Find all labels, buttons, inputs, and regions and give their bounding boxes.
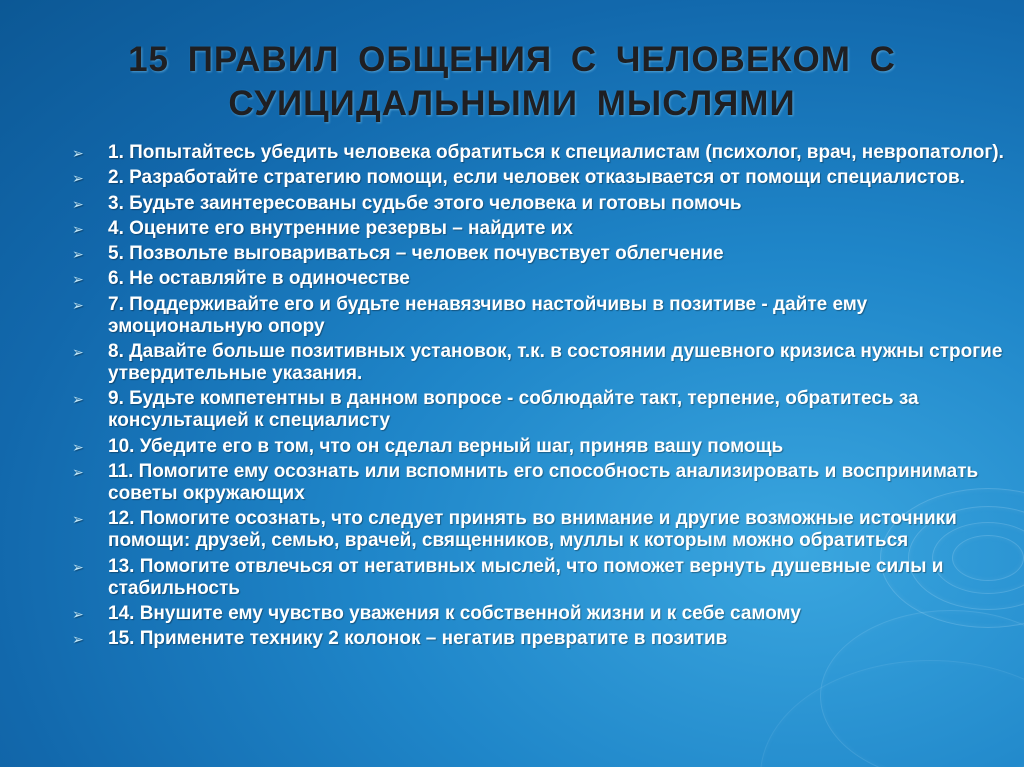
list-item [72, 628, 1012, 650]
rule-text: 14. Внушите ему чувство уважения к собственной жизни и к себе самому [108, 602, 801, 624]
slide-title [40, 38, 984, 126]
arrowhead-bullet-icon: ➢ [72, 438, 84, 455]
list-item [72, 218, 1012, 240]
rule-text: 13. Помогите отвлечься от негативных мыслей, что поможет вернуть душевные силы и стабильность [108, 555, 944, 599]
rule-text: 11. Помогите ему осознать или вспомнить его способность анализировать и воспринимать советы окружающих [108, 460, 979, 504]
arrowhead-bullet-icon: ➢ [72, 391, 84, 408]
arrowhead-bullet-icon: ➢ [72, 463, 84, 480]
rule-text: 7. Поддерживайте его и будьте ненавязчиво настойчивы в позитиве - дайте ему эмоциональную опору [108, 293, 868, 337]
rule-text: 6. Не оставляйте в одиночестве [108, 268, 410, 290]
arrowhead-bullet-icon: ➢ [72, 296, 84, 313]
list-item [72, 193, 1012, 215]
list-item [72, 268, 1012, 290]
list-item [72, 294, 1012, 338]
list-item [72, 388, 1012, 432]
list-item [72, 167, 1012, 189]
rule-text: 1. Попытайтесь убедить человека обратиться к специалистам (психолог, врач, невропатолог). [108, 142, 1004, 163]
arrowhead-bullet-icon: ➢ [72, 195, 84, 212]
arrowhead-bullet-icon: ➢ [72, 220, 84, 237]
rules-list [72, 142, 1012, 653]
list-item [72, 436, 1012, 458]
arrowhead-bullet-icon: ➢ [72, 558, 84, 575]
rule-text: 8. Давайте больше позитивных установок, т.к. в состоянии душевного кризиса нужны строгие утвердительные указания. [108, 341, 1003, 385]
rule-text: 9. Будьте компетентны в данном вопросе - соблюдайте такт, терпение, обратитесь за консультацией к специалисту [108, 388, 919, 432]
rule-text: 2. Разработайте стратегию помощи, если человек отказывается от помощи специалистов. [108, 167, 965, 189]
rule-text: 10. Убедите его в том, что он сделал верный шаг, приняв вашу помощь [108, 435, 784, 457]
list-item [72, 142, 1012, 164]
ripple-decoration [760, 660, 1024, 767]
list-item [72, 603, 1012, 625]
rule-text: 12. Помогите осознать, что следует принять во внимание и другие возможные источники помощи: друзей, семью, врачей, священников, муллы к которым можно обратиться [108, 508, 957, 552]
title-line-1: 15 ПРАВИЛ ОБЩЕНИЯ С ЧЕЛОВЕКОМ С [128, 40, 896, 79]
arrowhead-bullet-icon: ➢ [72, 145, 84, 161]
title-line-2: СУИЦИДАЛЬНЫМИ МЫСЛЯМИ [228, 84, 796, 123]
arrowhead-bullet-icon: ➢ [72, 605, 84, 622]
list-item [72, 461, 1012, 505]
rule-text: 15. Примените технику 2 колонок – негатив превратите в позитив [108, 628, 728, 650]
list-item [72, 556, 1012, 600]
arrowhead-bullet-icon: ➢ [72, 246, 84, 263]
list-item [72, 243, 1012, 265]
arrowhead-bullet-icon: ➢ [72, 631, 84, 648]
list-item [72, 508, 1012, 552]
arrowhead-bullet-icon: ➢ [72, 511, 84, 528]
rule-text: 5. Позвольте выговариваться – человек почувствует облегчение [108, 243, 724, 265]
arrowhead-bullet-icon: ➢ [72, 271, 84, 288]
arrowhead-bullet-icon: ➢ [72, 170, 84, 187]
rule-text: 3. Будьте заинтересованы судьбе этого человека и готовы помочь [108, 192, 742, 214]
list-item [72, 341, 1012, 385]
rule-text: 4. Оцените его внутренние резервы – найдите их [108, 217, 573, 239]
arrowhead-bullet-icon: ➢ [72, 344, 84, 361]
